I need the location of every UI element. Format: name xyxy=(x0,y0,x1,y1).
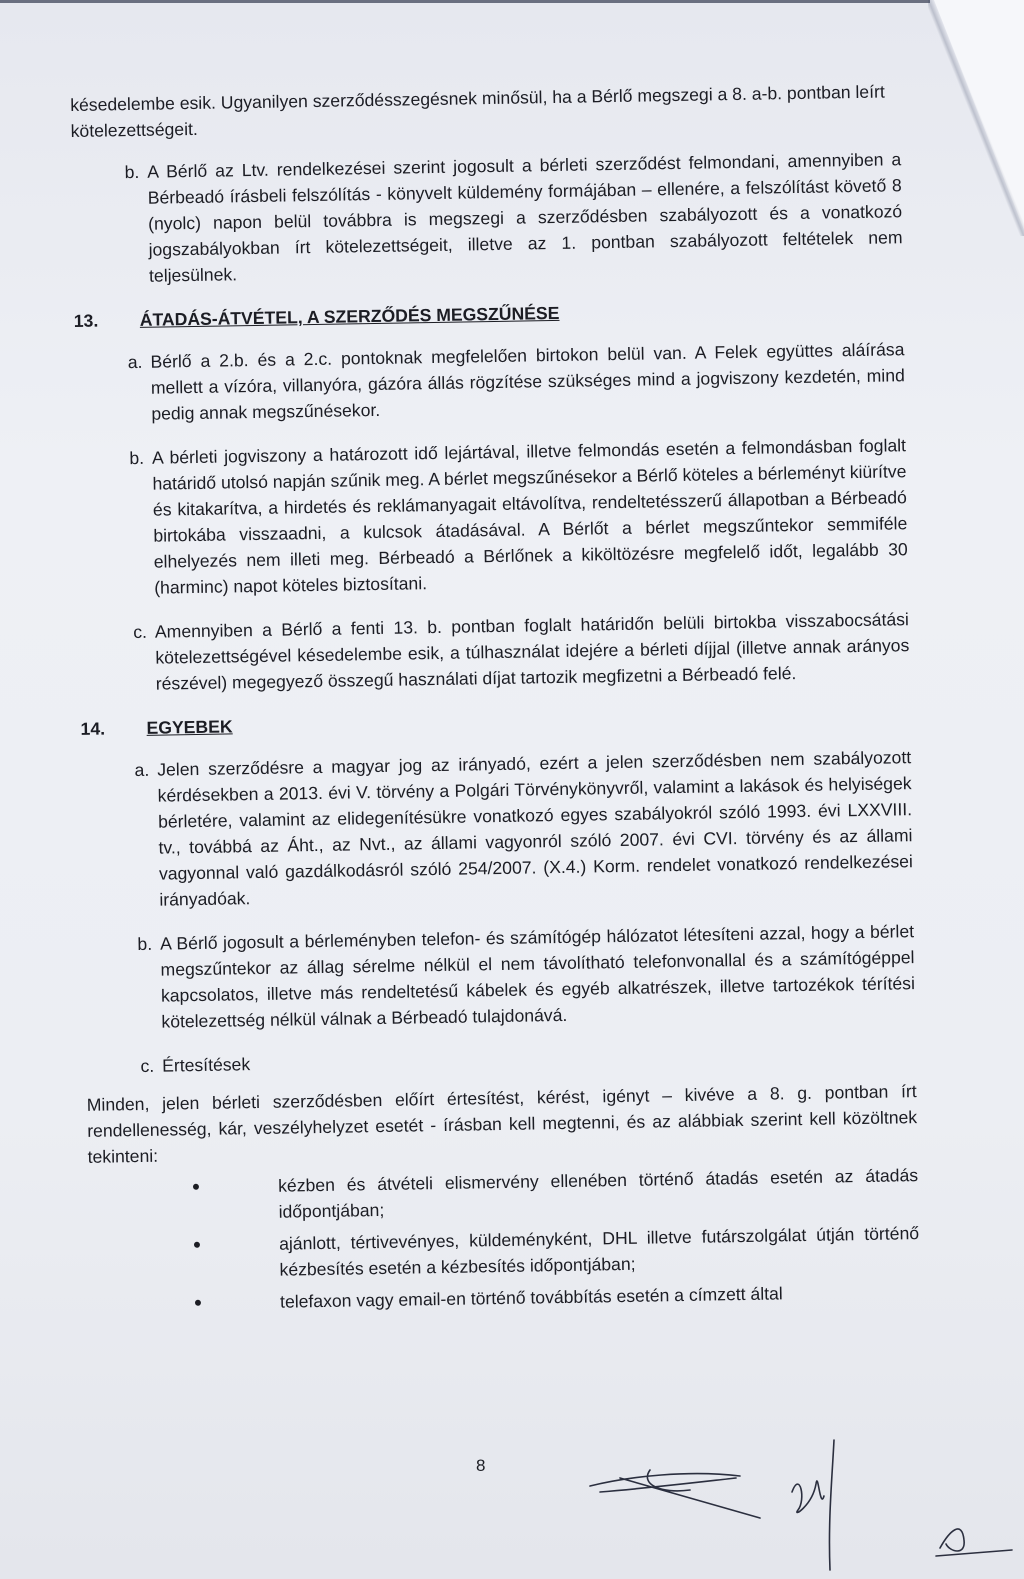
section-title: EGYEBEK xyxy=(146,716,233,738)
item-mark: c. xyxy=(140,1055,155,1076)
item-mark: c. xyxy=(133,621,148,643)
list-item-text: telefaxon vagy email-en történő továbbítás esetén a címzett által xyxy=(279,1283,783,1312)
section-title: ÁTADÁS-ÁTVÉTEL, A SZERZŐDÉS MEGSZŰNÉSE xyxy=(139,302,560,330)
notices-paragraph: Minden, jelen bérleti szerződésben előírt értesítést, kérést, igényt – kivéve a 8. g. pontban írt rendellenesség, kár, veszélyhelyzet esetét - írásban kell megtenni, és az alábbiak szerint kell közöltnek tekinteni: xyxy=(86,1081,918,1167)
item-title: Értesítések xyxy=(161,1054,251,1076)
signature-line xyxy=(829,1440,834,1570)
signature-scribble-2 xyxy=(792,1481,824,1513)
item-text: A Bérlő jogosult a bérleményben telefon- és számítógép hálózatot létesíteni azzal, hogy a bérlet megszűntekor az állag sérelme nélkül el nem távolítható telefonvonallal és a számítógéppel kapcsolatos, illetve más rendeltetésű kábelek és egyéb alkatrészek, illetve tartozékok térítési kötelezettség nélkül válnak a Bérbeadó tulajdonává. xyxy=(159,921,916,1032)
signature-scribble-3 xyxy=(936,1529,1012,1556)
item-mark: a. xyxy=(134,759,150,781)
intro-paragraph: késedelembe esik. Ugyanilyen szerződésszegésnek minősül, ha a Bérlő megszegi a 8. a-b. pontban leírt kötelezettségeit. xyxy=(70,81,885,141)
item-mark: a. xyxy=(127,351,143,373)
item-text: Jelen szerződésre a magyar jog az irányadó, ezért a jelen szerződésben nem szabályozott kérdésekben a 2013. évi V. törvény a Polgári Törvénykönyvről, valamint a lakások és helyiségek bérletére, valamint az elidegenítésükre vonatkozó egyes szabályokról szóló 1993. évi LXXVIII. tv., továbbá az Áht., az Nvt., az állami vagyonról szóló 2007. évi CVI. törvény és az állami vagyonnal való gazdálkodásról szóló 254/2007. (X.4.) Korm. rendelet vonatkozó rendelkezései irányadóak. xyxy=(157,747,914,910)
section-number: 13. xyxy=(73,310,99,331)
section-number: 14. xyxy=(80,718,106,739)
item-mark: b. xyxy=(124,161,140,183)
list-item-text: kézben és átvételi elismervény ellenében történő átadás esetén az átadás időpontjában; xyxy=(277,1165,919,1222)
item-text: Bérlő a 2.b. és a 2.c. pontoknak megfelelően birtokon belül van. A Felek együttes aláírása mellett a vízóra, villanyóra, gázóra állás rögzítése szükséges mind a jogviszony kezdetén, mind pedig annak megszűnésekor. xyxy=(150,339,905,424)
bullet-icon: • xyxy=(192,1231,202,1258)
item-text: A bérleti jogviszony a határozott idő lejártával, illetve felmondás esetén a felmondásban foglalt határidő utolsó napján szűnik meg. A bérlet megszűnésekor a Bérlő köteles a bérleményt kiürítve és kitakarítva, a hirdetés és reklámanyagait eltávolítva, rendeltetésszerű állapotban a Bérbeadó birtokába visszaadni, a kulcsok átadásával. A Bérlőt a bérlet megszűntekor semmiféle elhelyezés nem illeti meg. Bérbeadó a Bérlőnek a kiköltözésre megfelelő időt, legalább 30 (harminc) napot köteles biztosítani. xyxy=(151,435,908,598)
bullet-icon: • xyxy=(193,1289,202,1316)
item-mark: b. xyxy=(137,933,153,954)
page-number: 8 xyxy=(476,1456,486,1475)
item-mark: b. xyxy=(129,447,145,469)
signature-scribble-1 xyxy=(590,1470,760,1518)
bullet-icon: • xyxy=(191,1173,201,1200)
item-text: A Bérlő az Ltv. rendelkezései szerint jogosult a bérleti szerződést felmondani, amennyiben a Bérbeadó írásbeli felszólítás - könyvelt küldemény formájában – ellenére, a felszólítást követő 8 (nyolc) napon belül továbbra is megszegi a szerződésben szabályozott és a vonatkozó jogszabályokban írt kötelezettségeit, illetve az 1. pontban szabályozott feltételek nem teljesülnek. xyxy=(147,149,903,286)
item-text: Amennyiben a Bérlő a fenti 13. b. pontban foglalt határidőn belüli birtokba visszabocsátási kötelezettségével késedelembe esik, a túlhasználat idejére a bérleti díjjal (illetve annak arányos részével) megegyező összegű használati díjat tartozik megfizetni a Bérbeadó felé. xyxy=(154,609,910,694)
list-item-text: ajánlott, tértivevényes, küldeményként, DHL illetve futárszolgálat útján történő kézbesítés esetén a kézbesítés időpontjában; xyxy=(278,1223,920,1280)
